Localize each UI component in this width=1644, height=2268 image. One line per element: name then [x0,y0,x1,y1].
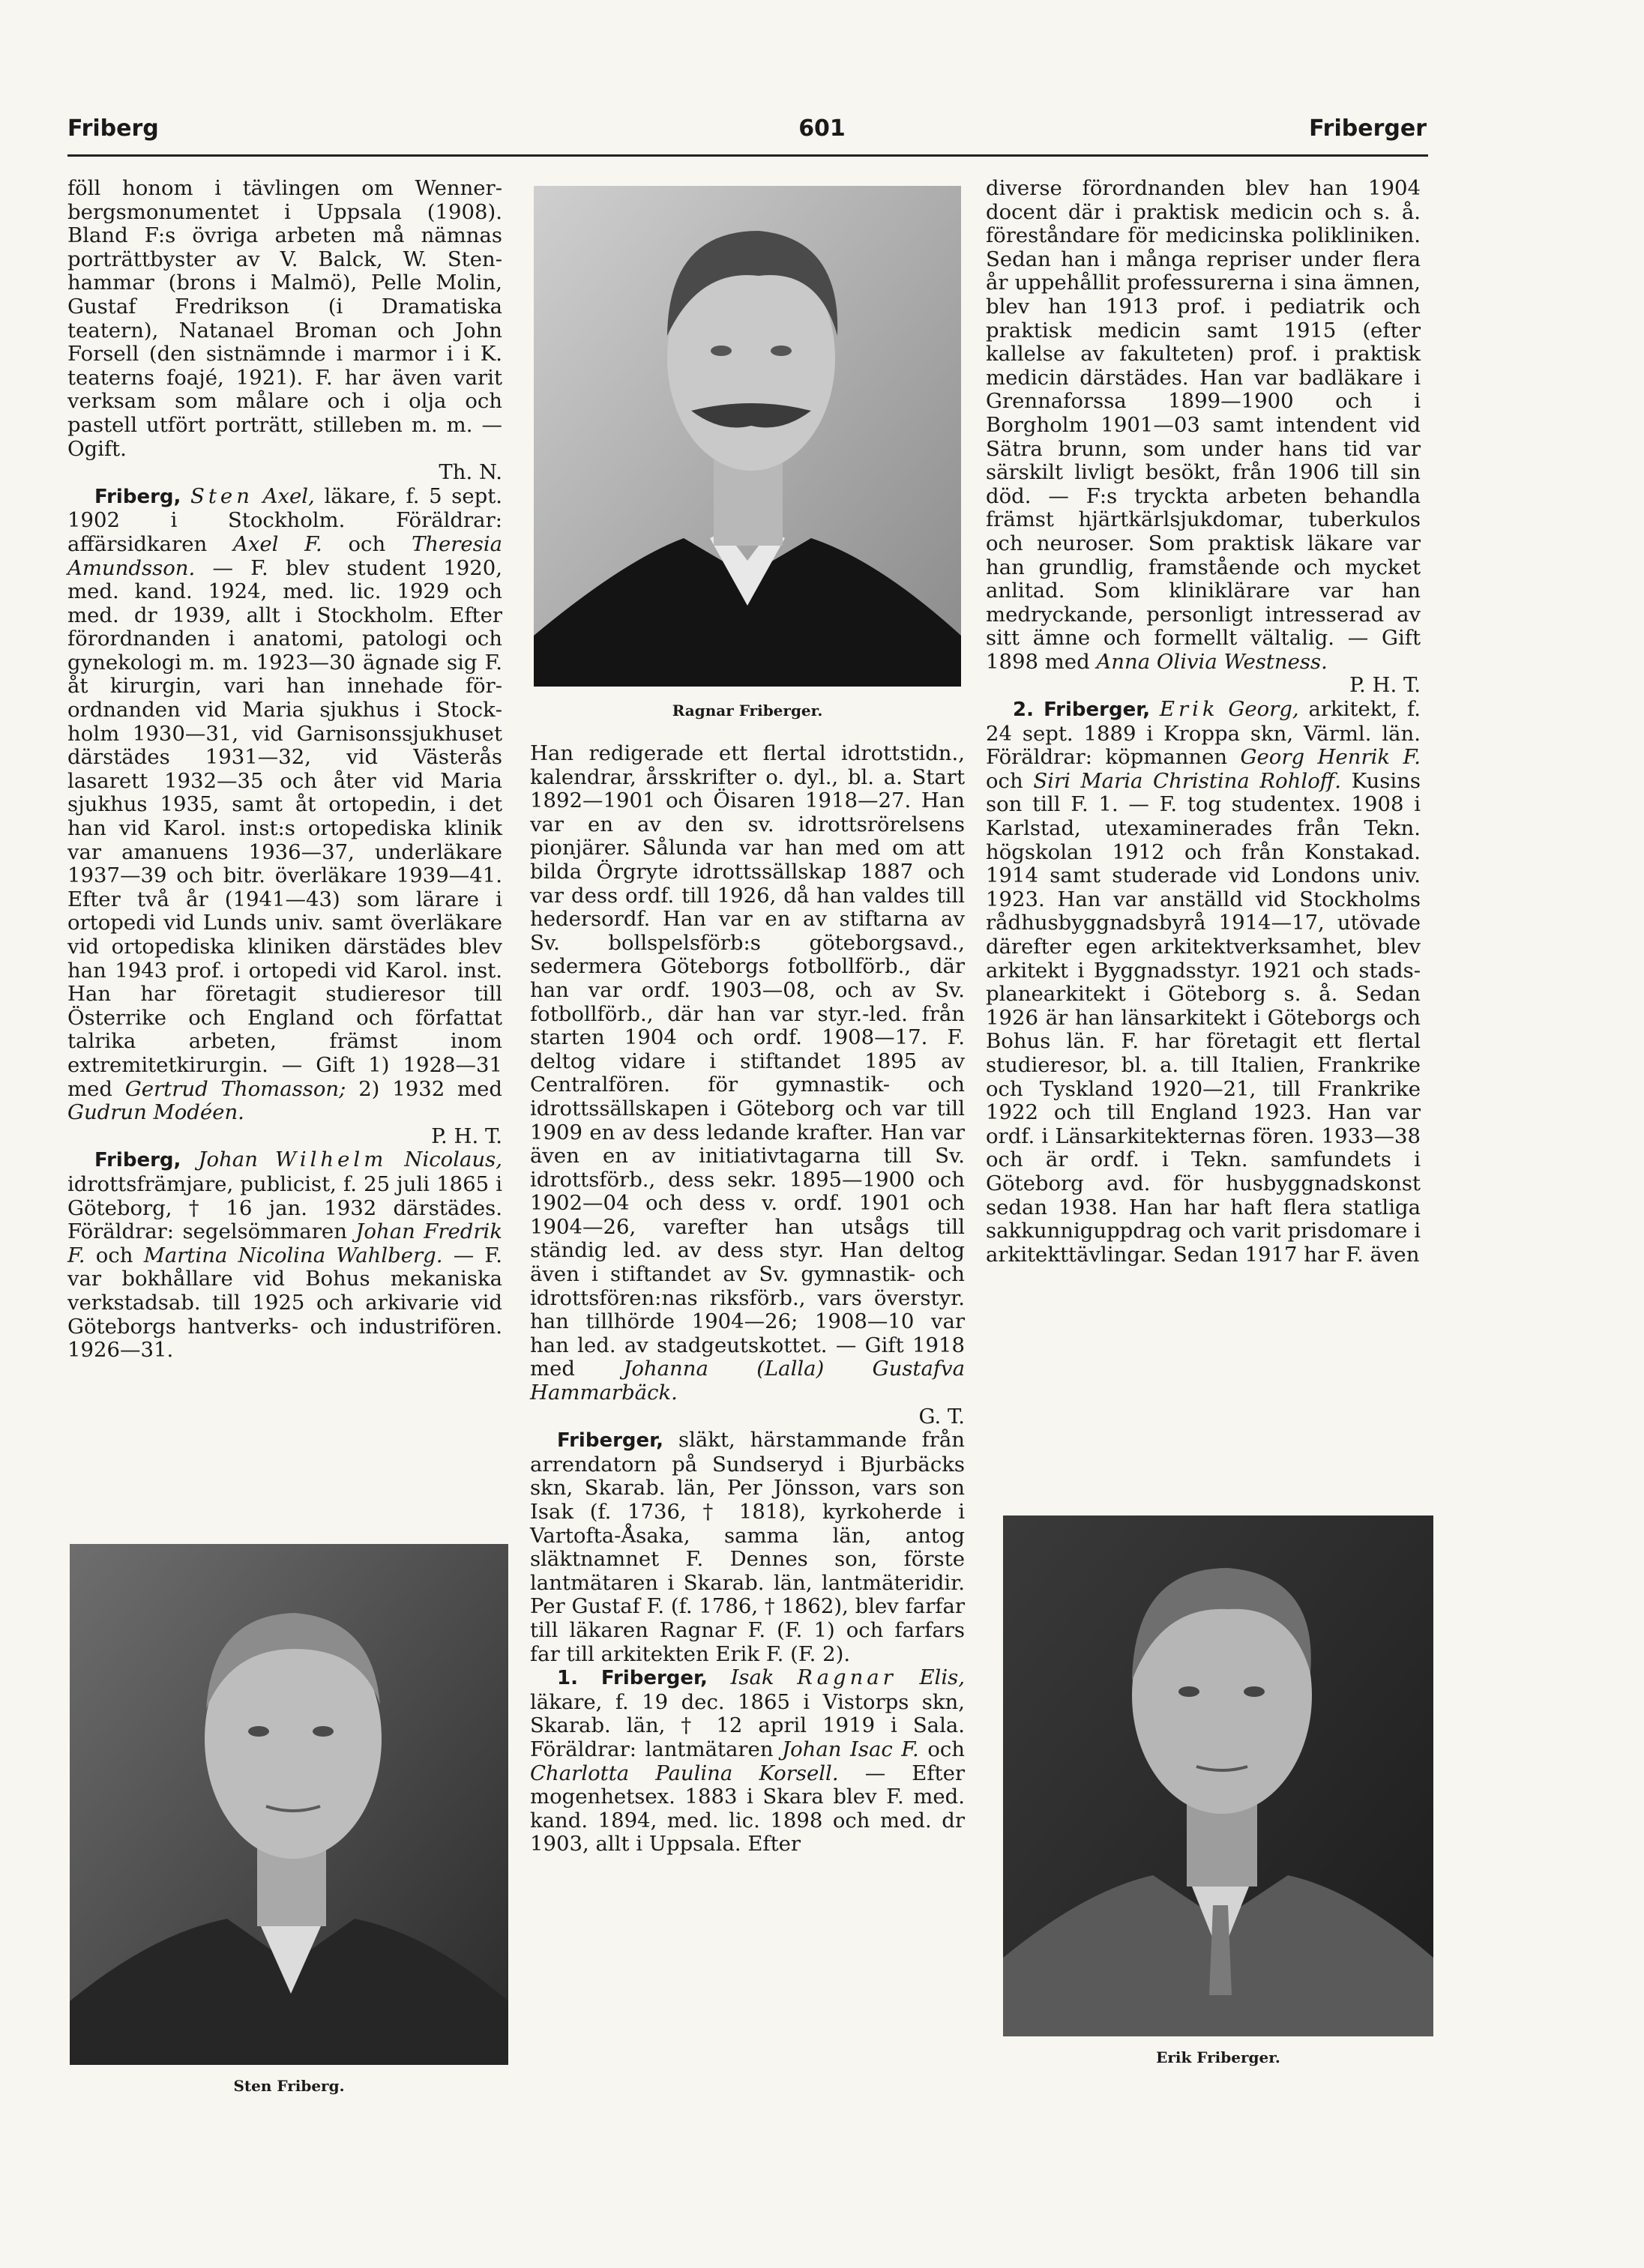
entry-sten-friberg [67,485,502,1149]
text: arkitekt, f. 24 sept. 1889 i Kroppa skn, Värml. län. Föräldrar: köpmannen [986,697,1421,770]
portrait-image [1003,1515,1433,2036]
entry-johan-friberg [67,1148,502,1362]
person-name: Johan Fredrik F. [67,1219,502,1267]
text: och [927,1737,965,1761]
given-name: Johan [198,1147,258,1172]
entry-continuation [67,177,502,485]
entry-continuation [986,177,1421,698]
entry-lead: Friberger, [557,1429,664,1453]
text: släkt, härstammande från arrendatorn på Sundseryd i Bjurbäcks skn, Skarab. län, Per Jönsson, vars son Isak (f. 1736, † 1818), kyrkoherde i Vartofta-Åsaka, samma län, antog släktnamnet F. Dennes son, förste lantmätaren i Skarab. län, lantmäteridir. Per Gustaf F. (f. 1786, † 1862), blev farfar till läkaren Ragnar F. (F. 1) och farfars far till arkitekten Erik F. (F. 2). [530,1428,966,1666]
signature: G. T. [918,1404,965,1429]
person-name: Gudrun Modéen. [67,1100,244,1125]
person-name: Gertrud Thomasson; [124,1076,346,1101]
text: och [348,531,386,556]
column-middle [530,742,965,1857]
column-right [986,177,1421,1267]
signature: P. H. T. [1349,673,1421,698]
entry-lead: 2. Friberger, [1013,699,1151,722]
given-name: Georg, [1228,697,1299,722]
entry-continuation [530,742,965,1429]
caption-ragnar-friberger: Ragnar Friberger. [672,702,823,720]
running-head-left: Friberg [67,115,159,142]
text: Han redigerade ett flertal idrottstidn., kalendrar, årsskrifter o. dyl., bl. a. Start 1892—1901 och Öisaren 1918—27. Han var en av den sv. idrottsrörelsens pionjärer. Sålunda var han med om att bilda Örgryte idrottssällskap 1887 och var dess ordf. till 1926, då han valdes till hedersordf. Han var en av stiftarna av Sv. bollspelsförb:s göteborgsavd., sedermera Göteborgs fotbollförb., där han var ordf. 1903—08, och av Sv. fotbollförb., där han var styr.-led. från starten 1904 och ordf. 1908—17. F. deltog vidare i stiftandet 1895 av Centralfören. för gymnastik- och idrottssällskapen i Göteborg och var till 1909 en av dess ledande krafter. Han var även en av initiativtagarna till Sv. idrottsförb., dess sekr. 1895—1900 och 1902—04 och dess v. ordf. 1901 och 1904—26, varefter han utsågs till ständig led. av dess styr. Han deltog även i stiftandet av Sv. gymnastik- och idrottsfören:nas riksförb., vars överstyr. han tillhörde 1904—26; 1908—10 var han led. av stadgeutskottet. — Gift 1918 med [530,741,965,1381]
person-name: Theresia Amundsson. [67,531,503,580]
signature: Th. N. [439,460,502,485]
person-name: Anna Olivia Westness. [1096,649,1328,674]
entry-friberger-slakt [530,1429,965,1666]
given-name: Nicolaus, [404,1147,502,1172]
text: diverse förordnanden blev han 1904 docent där i praktisk medicin och s. å. föreståndare för medicinska polikliniken. Sedan han i många repriser under flera år uppehållit professurerna i sina ämnen, blev han 1913 prof. i pediatrik och praktisk medicin samt 1915 (efter kallelse av fakulteten) prof. i praktisk medicin därstädes. Han var badläkare i Grennaforssa 1899—1900 och i Borgholm 1901—03 samt intendent vid Sätra brunn, som under hans tid var särskilt livligt besökt, från 1906 till sin död. — F:s tryckta arbeten behandla främst hjärtkärlsjukdomar, tuberkulos och neuroser. Som praktisk läkare var han grundlig, framstående och mycket anlitad. Som kliniklärare var han medryckande, personligt intresserad av sitt ämne och formellt vältalig. — Gift 1898 med [986,176,1421,674]
entry-lead: Friberg, [94,485,181,508]
portrait-image [534,186,961,687]
person-name: Siri Maria Christina Rohloff. [1033,768,1341,793]
text: läkare, f. 5 sept. 1902 i Stockholm. Föräldrar: affärsidkaren [67,483,503,556]
column-left [67,177,502,1363]
text: läkare, f. 19 dec. 1865 i Vistorps skn, Skarab. län, † 12 april 1919 i Sala. Föräldrar: lantmätaren [530,1689,965,1761]
given-name: Axel, [262,483,315,508]
text: — F. var bokhållare vid Bohus mekaniska verkstadsab. till 1925 och arkivarie vid Göteborgs hantverks- och industrifören. 1926—31. [67,1243,502,1363]
entry-lead: 1. Friberger, [557,1667,708,1690]
given-name: Isak [730,1665,774,1690]
page-number: 601 [798,115,846,142]
person-name: Johanna (Lalla) Gustafva Hammarbäck. [530,1357,965,1405]
text: och [986,768,1023,793]
given-name: Elis, [919,1665,965,1690]
portrait-image [70,1544,508,2065]
running-head-right: Friberger [1309,115,1427,142]
entry-lead: Friberg, [94,1149,181,1172]
text: och [95,1243,133,1267]
portrait-sten-friberg [70,1544,508,2065]
text: — F. blev student 1920, med. kand. 1924, med. lic. 1929 och med. dr 1939, allt i Stockholm. Efter förordnanden i anatomi, patologi och gynekologi m. m. 1923—30 ägnade sig F. åt kirurgin, vari han innehade förordnanden vid Maria sjukhus i Stockholm 1930—31, vid Garnisonssjukhuset därstädes 1931—32, vid Västerås lasarett 1932—35 och åter vid Maria sjukhus 1935, samt åt ortopedin, i det han vid Karol. inst:s ortopediska klinik var amanuens 1936—37, underläkare 1937—39 och bitr. överläkare 1939—41. Efter två år (1941—43) som lärare i ortopedi vid Lunds univ. samt överläkare vid ortopediska kliniken därstädes blev han 1943 prof. i ortopedi vid Karol. inst. Han har företagit studieresor till Österrike och England och författat talrika arbeten, främst inom extremitetkirurgin. — Gift 1) 1928—31 med [67,555,502,1101]
caption-erik-friberger: Erik Friberger. [1156,2048,1280,2066]
caption-sten-friberg: Sten Friberg. [233,2077,345,2095]
signature: P. H. T. [431,1124,502,1148]
text: idrottsfrämjare, publicist, f. 25 juli 1865 i Göteborg, † 16 jan. 1932 därstädes. Föräldrar: segelsömmaren [67,1171,502,1244]
person-name: Charlotta Paulina Korsell. [530,1761,839,1785]
text: — Efter mogenhetsex. 1883 i Skara blev F. med. kand. 1894, med. lic. 1898 och med. dr 1903, allt i Uppsala. Efter [530,1761,965,1857]
person-name: Georg Henrik F. [1240,745,1421,770]
entry-ragnar-friberger [530,1666,965,1857]
given-name: Sten [190,483,253,508]
header-rule [67,154,1428,157]
portrait-ragnar-friberger [534,186,961,687]
portrait-erik-friberger [1003,1515,1433,2036]
person-name: Johan Isac F. [782,1737,919,1761]
person-name: Martina Nicolina Wahlberg. [143,1243,443,1267]
given-name: Ragnar [797,1665,897,1690]
person-name: Axel F. [232,531,322,556]
entry-erik-friberger [986,698,1421,1267]
text: 2) 1932 med [358,1076,502,1101]
given-name: Erik [1159,697,1219,722]
text: Kusins son till F. 1. — F. tog studentex. 1908 i Karlstad, utexaminerades från Tekn. högskolan 1912 och från Konstakad. 1914 samt studerade vid Londons univ. 1923. Han var anställd vid Stockholms rådhusbyggnadsbyrå 1914—17, utövade därefter egen arkitektverksamhet, blev arkitekt i Byggnadsstyr. 1921 och stadsplanearkitekt i Göteborg s. å. Sedan 1926 är han länsarkitekt i Göteborgs och Bohus län. F. har företagit ett flertal studieresor, bl. a. till Italien, Frankrike och Tyskland 1920—21, till Frankrike 1922 och till England 1923. Han var ordf. i Länsarkitekternas fören. 1933—38 och är ordf. i Tekn. samfundets i Göteborg avd. för husbyggnadskonst sedan 1938. Han har haft flera statliga sakkunniguppdrag och varit prisdomare i arkitekttävlingar. Sedan 1917 har F. även [986,768,1421,1267]
given-name: Wilhelm [275,1147,388,1172]
text: föll honom i tävlingen om Wennerbergsmonumentet i Uppsala (1908). Bland F:s övriga arbeten må nämnas porträttbyster av V. Balck, W. Stenhammar (brons i Malmö), Pelle Molin, Gustaf Fredrikson (i Dramatiska teatern), Natanael Broman och John Forsell (den sistnämnde i marmor i i K. teaterns foajé, 1921). F. har även varit verksam som målare och i olja och pastell utfört porträtt, stilleben m. m. — Ogift. [67,176,502,461]
